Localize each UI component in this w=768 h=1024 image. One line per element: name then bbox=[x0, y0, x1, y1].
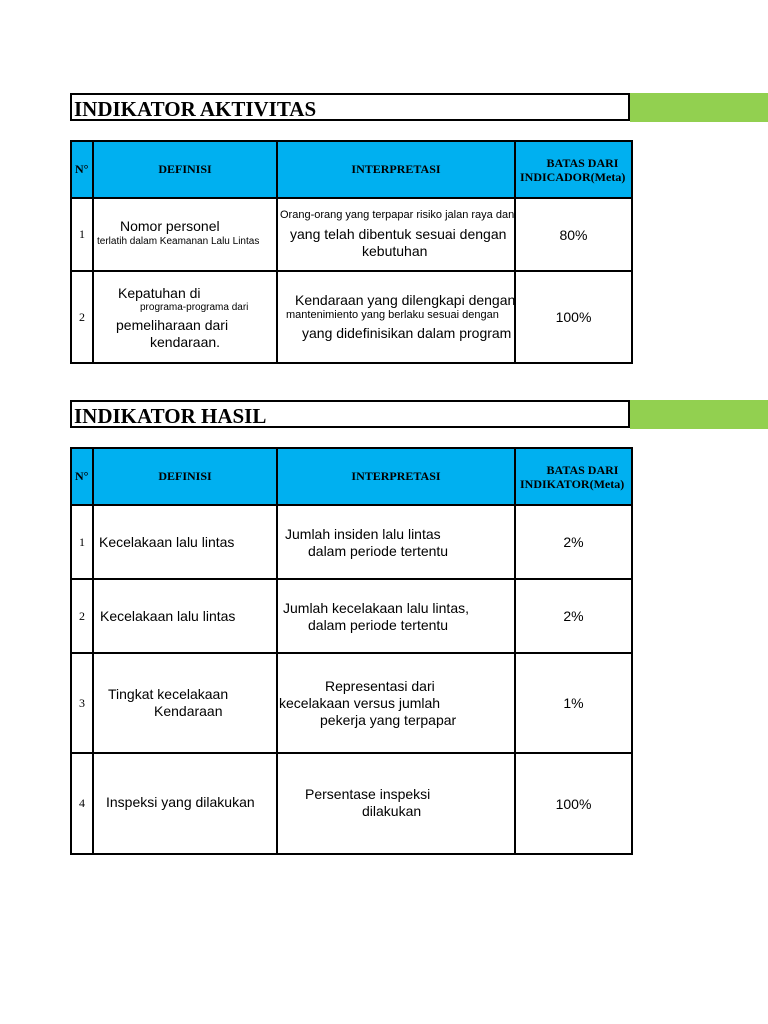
header-interpretasi: INTERPRETASI bbox=[277, 448, 515, 505]
interpretasi-line: dilakukan bbox=[362, 803, 422, 819]
row-interpretasi bbox=[277, 579, 515, 653]
interpretasi-line: Persentase inspeksi bbox=[305, 786, 431, 802]
header-no: N° bbox=[71, 448, 93, 505]
table-aktivitas bbox=[70, 140, 633, 364]
header-batas-line2: INDICADOR(Meta) bbox=[520, 169, 626, 184]
definisi-line: Kecelakaan lalu lintas bbox=[99, 534, 235, 550]
interpretasi-line: kebutuhan bbox=[362, 243, 428, 259]
row-meta: 2% bbox=[515, 505, 632, 579]
header-no: N° bbox=[71, 141, 93, 198]
definisi-line: Tingkat kecelakaan bbox=[108, 686, 229, 702]
row-number: 2 bbox=[71, 271, 93, 363]
definisi-line: pemeliharaan dari bbox=[116, 317, 229, 333]
row-interpretasi bbox=[277, 271, 515, 363]
definisi-line: kendaraan. bbox=[150, 334, 221, 350]
definisi-line: Inspeksi yang dilakukan bbox=[106, 794, 255, 810]
interpretasi-line: Orang-orang yang terpapar risiko jalan raya dan bbox=[280, 209, 515, 221]
table-row bbox=[71, 753, 632, 854]
interpretasi-line: Kendaraan yang dilengkapi dengan bbox=[295, 292, 516, 308]
header-batas bbox=[515, 141, 632, 198]
section-title-hasil bbox=[70, 400, 630, 428]
row-number: 2 bbox=[71, 579, 93, 653]
interpretasi-line: dalam periode tertentu bbox=[308, 617, 449, 633]
section-title-aktivitas-text: INDIKATOR AKTIVITAS bbox=[74, 97, 317, 121]
interpretasi-line: kecelakaan versus jumlah bbox=[279, 695, 441, 711]
row-definisi bbox=[93, 653, 277, 753]
table-row bbox=[71, 653, 632, 753]
row-meta: 1% bbox=[515, 653, 632, 753]
row-meta: 100% bbox=[515, 271, 632, 363]
table-row bbox=[71, 579, 632, 653]
interpretasi-line: dalam periode tertentu bbox=[308, 543, 449, 559]
interpretasi-line: yang didefinisikan dalam program bbox=[302, 325, 512, 341]
interpretasi-line: mantenimiento yang berlaku sesuai dengan bbox=[286, 309, 499, 321]
header-batas bbox=[515, 448, 632, 505]
header-batas-line1: BATAS DARI bbox=[546, 462, 619, 477]
table-header-row bbox=[71, 448, 632, 505]
header-interpretasi: INTERPRETASI bbox=[277, 141, 515, 198]
row-definisi bbox=[93, 579, 277, 653]
title-band-hasil bbox=[630, 400, 768, 429]
header-definisi: DEFINISI bbox=[93, 141, 277, 198]
row-interpretasi bbox=[277, 753, 515, 854]
definisi-line: Kepatuhan di bbox=[118, 285, 201, 301]
table-row bbox=[71, 505, 632, 579]
interpretasi-line: Representasi dari bbox=[325, 678, 435, 694]
definisi-line: Kecelakaan lalu lintas bbox=[100, 608, 236, 624]
header-batas-line2: INDIKATOR(Meta) bbox=[520, 476, 625, 491]
definisi-line: Kendaraan bbox=[154, 703, 223, 719]
interpretasi-line: yang telah dibentuk sesuai dengan bbox=[290, 226, 507, 242]
interpretasi-line: Jumlah kecelakaan lalu lintas, bbox=[283, 600, 469, 616]
row-definisi bbox=[93, 753, 277, 854]
row-number: 1 bbox=[71, 198, 93, 271]
interpretasi-line: Jumlah insiden lalu lintas bbox=[285, 526, 441, 542]
definisi-line: programa-programa dari bbox=[140, 302, 249, 313]
row-definisi bbox=[93, 198, 277, 271]
table-header-row bbox=[71, 141, 632, 198]
row-meta: 80% bbox=[515, 198, 632, 271]
table-row bbox=[71, 271, 632, 363]
header-batas-line1: BATAS DARI bbox=[546, 155, 619, 170]
row-definisi bbox=[93, 271, 277, 363]
header-definisi: DEFINISI bbox=[93, 448, 277, 505]
row-number: 3 bbox=[71, 653, 93, 753]
definisi-line: terlatih dalam Keamanan Lalu Lintas bbox=[97, 236, 260, 247]
interpretasi-line: pekerja yang terpapar bbox=[320, 712, 457, 728]
table-row bbox=[71, 198, 632, 271]
table-hasil bbox=[70, 447, 633, 855]
row-meta: 2% bbox=[515, 579, 632, 653]
section-title-hasil-text: INDIKATOR HASIL bbox=[74, 404, 267, 428]
row-interpretasi bbox=[277, 198, 515, 271]
row-meta: 100% bbox=[515, 753, 632, 854]
row-number: 4 bbox=[71, 753, 93, 854]
section-title-aktivitas bbox=[70, 93, 630, 121]
definisi-line: Nomor personel bbox=[120, 218, 220, 234]
title-band-aktivitas bbox=[630, 93, 768, 122]
row-definisi bbox=[93, 505, 277, 579]
row-interpretasi bbox=[277, 505, 515, 579]
row-number: 1 bbox=[71, 505, 93, 579]
row-interpretasi bbox=[277, 653, 515, 753]
